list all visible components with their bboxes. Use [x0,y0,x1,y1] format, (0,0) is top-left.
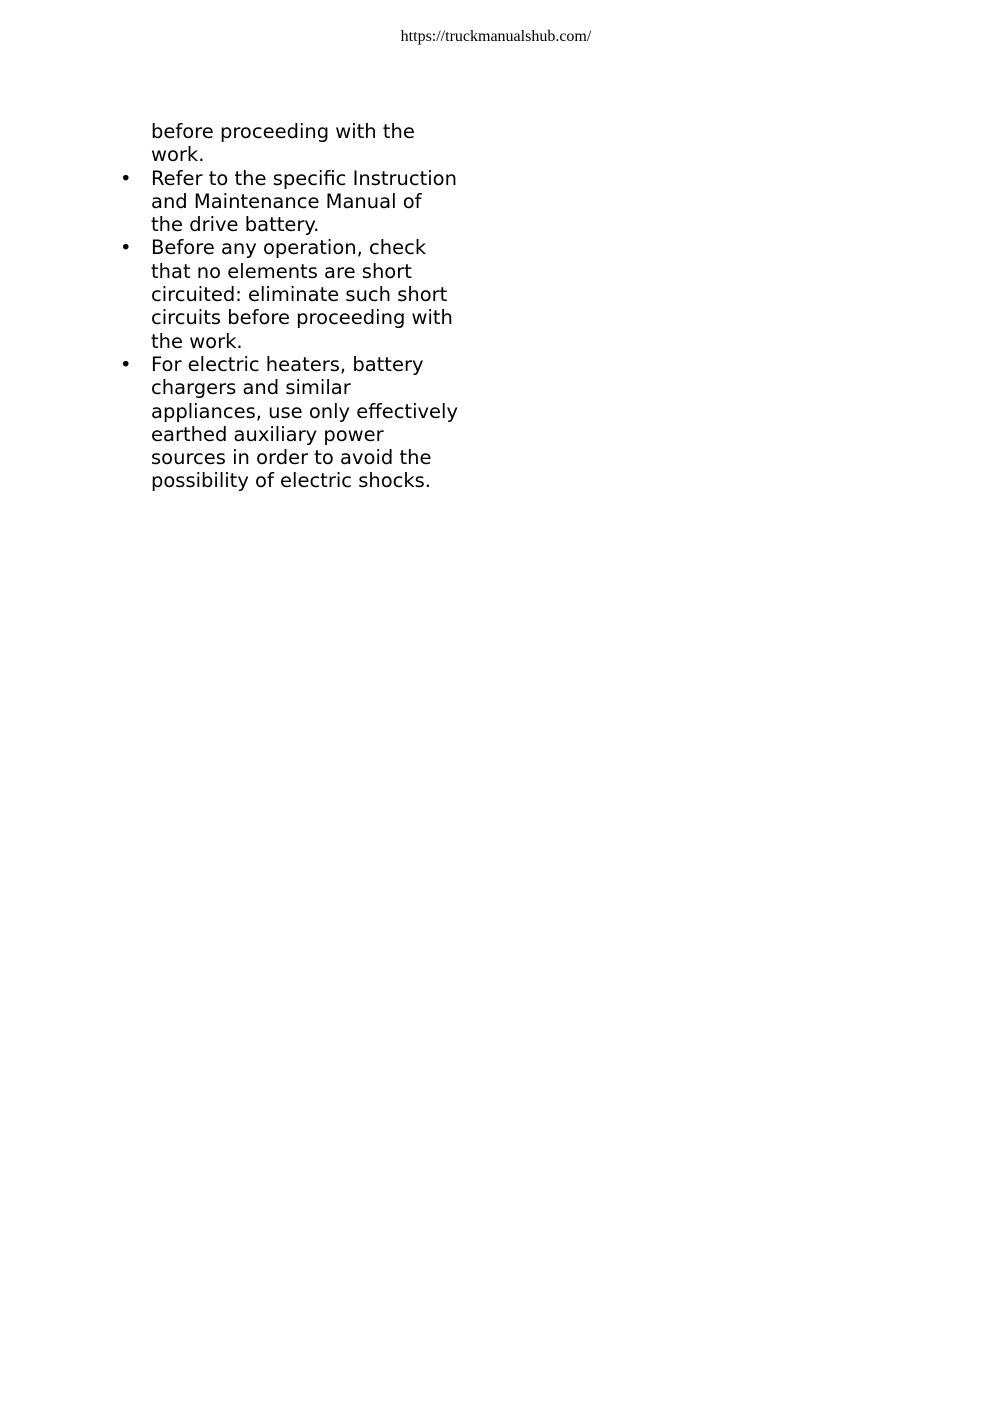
text-line: Before any operation, check [151,236,427,260]
bullet-icon: • [120,352,132,376]
text-line: the work. [151,329,243,353]
text-line: work. [151,143,205,167]
text-line: chargers and similar [151,376,351,400]
text-line: the drive battery. [151,213,320,237]
manual-text-column [120,120,480,493]
text-line: Refer to the specific Instruction [151,166,457,190]
bullet-icon: • [120,166,132,190]
bullet-item-earthed-power-sources [120,353,480,493]
bullet-item-short-circuit-check [120,236,480,352]
safety-bullet-list [120,167,480,493]
text-line: before proceeding with the [151,120,415,143]
text-line: sources in order to avoid the [151,446,432,470]
text-line: and Maintenance Manual of [151,189,422,213]
text-line: appliances, use only effectively [151,399,458,423]
header-url: https://truckmanualshub.com/ [400,28,592,45]
text-line: possibility of electric shocks. [151,469,432,493]
continuation-paragraph [120,120,480,167]
text-line: circuits before proceeding with [151,306,453,330]
text-line: earthed auxiliary power [151,422,384,446]
text-line: that no elements are short [151,259,412,283]
text-line: For electric heaters, battery [151,352,424,376]
bullet-item-drive-battery-manual [120,167,480,237]
text-line: circuited: eliminate such short [151,283,448,307]
bullet-icon: • [120,236,132,260]
